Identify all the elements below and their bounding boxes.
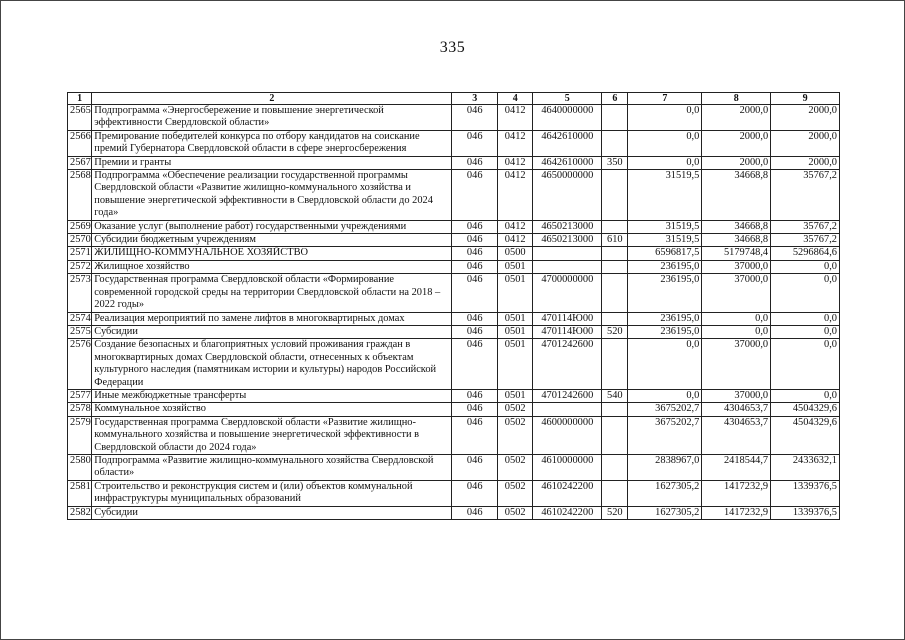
- amount-year2-cell: 34668,8: [702, 220, 771, 233]
- amount-year2-cell: 4304653,7: [702, 416, 771, 454]
- amount-year3-cell: 0,0: [771, 339, 840, 390]
- target-code-cell: 470114Ю00: [533, 325, 602, 338]
- table-row: [68, 389, 840, 402]
- amount-year1-cell: 0,0: [628, 339, 702, 390]
- amount-year3-cell: 0,0: [771, 260, 840, 273]
- column-header: 3: [452, 93, 498, 105]
- item-name-cell: Премии и гранты: [92, 156, 452, 169]
- expense-type-cell: 350: [602, 156, 628, 169]
- target-code-cell: 4700000000: [533, 274, 602, 312]
- ministry-code-cell: 046: [452, 403, 498, 416]
- row-number-cell: 2571: [68, 247, 92, 260]
- table-body: [68, 105, 840, 520]
- ministry-code-cell: 046: [452, 325, 498, 338]
- amount-year1-cell: 236195,0: [628, 260, 702, 273]
- row-number-cell: 2582: [68, 506, 92, 519]
- amount-year2-cell: 5179748,4: [702, 247, 771, 260]
- column-header: 8: [702, 93, 771, 105]
- expense-type-cell: [602, 312, 628, 325]
- amount-year2-cell: 0,0: [702, 325, 771, 338]
- expense-type-cell: 520: [602, 506, 628, 519]
- amount-year3-cell: 2433632,1: [771, 454, 840, 480]
- row-number-cell: 2576: [68, 339, 92, 390]
- table-row: [68, 416, 840, 454]
- expense-type-cell: [602, 274, 628, 312]
- ministry-code-cell: 046: [452, 105, 498, 131]
- amount-year3-cell: 2000,0: [771, 105, 840, 131]
- amount-year1-cell: 236195,0: [628, 312, 702, 325]
- table-row: [68, 130, 840, 156]
- target-code-cell: 4701242600: [533, 339, 602, 390]
- ministry-code-cell: 046: [452, 480, 498, 506]
- section-code-cell: 0412: [497, 156, 532, 169]
- column-header: 9: [771, 93, 840, 105]
- table-row: [68, 506, 840, 519]
- expense-type-cell: [602, 403, 628, 416]
- column-header: 4: [497, 93, 532, 105]
- amount-year3-cell: 35767,2: [771, 234, 840, 247]
- expense-type-cell: [602, 480, 628, 506]
- amount-year1-cell: 1627305,2: [628, 506, 702, 519]
- row-number-cell: 2565: [68, 105, 92, 131]
- table-row: [68, 480, 840, 506]
- amount-year1-cell: 0,0: [628, 156, 702, 169]
- table-row: [68, 247, 840, 260]
- target-code-cell: 4650213000: [533, 234, 602, 247]
- ministry-code-cell: 046: [452, 389, 498, 402]
- section-code-cell: 0501: [497, 260, 532, 273]
- amount-year3-cell: 4504329,6: [771, 403, 840, 416]
- expense-type-cell: 520: [602, 325, 628, 338]
- ministry-code-cell: 046: [452, 220, 498, 233]
- section-code-cell: 0412: [497, 170, 532, 221]
- table-row: [68, 260, 840, 273]
- target-code-cell: 4610242200: [533, 480, 602, 506]
- column-header: 1: [68, 93, 92, 105]
- amount-year2-cell: 2000,0: [702, 105, 771, 131]
- item-name-cell: ЖИЛИЩНО-КОММУНАЛЬНОЕ ХОЗЯЙСТВО: [92, 247, 452, 260]
- ministry-code-cell: 046: [452, 312, 498, 325]
- amount-year1-cell: 0,0: [628, 130, 702, 156]
- table-row: [68, 454, 840, 480]
- item-name-cell: Реализация мероприятий по замене лифтов в многоквартирных домах: [92, 312, 452, 325]
- item-name-cell: Государственная программа Свердловской области «Формирование современной городской среды на территории Свердловской области на 2018 – 2022 годы»: [92, 274, 452, 312]
- ministry-code-cell: 046: [452, 506, 498, 519]
- item-name-cell: Оказание услуг (выполнение работ) государственными учреждениями: [92, 220, 452, 233]
- row-number-cell: 2577: [68, 389, 92, 402]
- expense-type-cell: 610: [602, 234, 628, 247]
- row-number-cell: 2570: [68, 234, 92, 247]
- item-name-cell: Субсидии бюджетным учреждениям: [92, 234, 452, 247]
- item-name-cell: Иные межбюджетные трансферты: [92, 389, 452, 402]
- expense-type-cell: [602, 105, 628, 131]
- amount-year1-cell: 2838967,0: [628, 454, 702, 480]
- table-row: [68, 105, 840, 131]
- section-code-cell: 0501: [497, 312, 532, 325]
- target-code-cell: 4650213000: [533, 220, 602, 233]
- expense-type-cell: [602, 170, 628, 221]
- ministry-code-cell: 046: [452, 170, 498, 221]
- amount-year3-cell: 1339376,5: [771, 506, 840, 519]
- amount-year3-cell: 2000,0: [771, 130, 840, 156]
- column-header: 7: [628, 93, 702, 105]
- section-code-cell: 0502: [497, 403, 532, 416]
- target-code-cell: 4642610000: [533, 156, 602, 169]
- target-code-cell: [533, 260, 602, 273]
- section-code-cell: 0502: [497, 506, 532, 519]
- section-code-cell: 0412: [497, 220, 532, 233]
- table-row: [68, 325, 840, 338]
- table-header-row: [68, 93, 840, 105]
- section-code-cell: 0412: [497, 234, 532, 247]
- row-number-cell: 2573: [68, 274, 92, 312]
- section-code-cell: 0501: [497, 274, 532, 312]
- amount-year3-cell: 0,0: [771, 312, 840, 325]
- ministry-code-cell: 046: [452, 260, 498, 273]
- ministry-code-cell: 046: [452, 156, 498, 169]
- target-code-cell: [533, 247, 602, 260]
- amount-year3-cell: 4504329,6: [771, 416, 840, 454]
- amount-year3-cell: 0,0: [771, 325, 840, 338]
- amount-year2-cell: 34668,8: [702, 234, 771, 247]
- row-number-cell: 2569: [68, 220, 92, 233]
- amount-year3-cell: 0,0: [771, 389, 840, 402]
- table-row: [68, 234, 840, 247]
- target-code-cell: 4640000000: [533, 105, 602, 131]
- amount-year2-cell: 37000,0: [702, 274, 771, 312]
- item-name-cell: Коммунальное хозяйство: [92, 403, 452, 416]
- table-row: [68, 220, 840, 233]
- amount-year2-cell: 1417232,9: [702, 480, 771, 506]
- item-name-cell: Подпрограмма «Развитие жилищно-коммунального хозяйства Свердловской области»: [92, 454, 452, 480]
- ministry-code-cell: 046: [452, 130, 498, 156]
- expense-type-cell: [602, 339, 628, 390]
- table-row: [68, 170, 840, 221]
- target-code-cell: [533, 403, 602, 416]
- target-code-cell: 4701242600: [533, 389, 602, 402]
- column-header: 6: [602, 93, 628, 105]
- amount-year1-cell: 3675202,7: [628, 403, 702, 416]
- expense-type-cell: [602, 247, 628, 260]
- item-name-cell: Подпрограмма «Энергосбережение и повышение энергетической эффективности Свердловской области»: [92, 105, 452, 131]
- section-code-cell: 0501: [497, 325, 532, 338]
- expense-type-cell: [602, 260, 628, 273]
- amount-year2-cell: 4304653,7: [702, 403, 771, 416]
- ministry-code-cell: 046: [452, 416, 498, 454]
- amount-year2-cell: 2000,0: [702, 156, 771, 169]
- section-code-cell: 0502: [497, 480, 532, 506]
- row-number-cell: 2580: [68, 454, 92, 480]
- row-number-cell: 2566: [68, 130, 92, 156]
- ministry-code-cell: 046: [452, 234, 498, 247]
- target-code-cell: 4650000000: [533, 170, 602, 221]
- row-number-cell: 2575: [68, 325, 92, 338]
- expense-type-cell: 540: [602, 389, 628, 402]
- expense-type-cell: [602, 130, 628, 156]
- column-header: 5: [533, 93, 602, 105]
- target-code-cell: 4610000000: [533, 454, 602, 480]
- ministry-code-cell: 046: [452, 247, 498, 260]
- section-code-cell: 0412: [497, 130, 532, 156]
- ministry-code-cell: 046: [452, 274, 498, 312]
- table-row: [68, 339, 840, 390]
- table-row: [68, 274, 840, 312]
- row-number-cell: 2572: [68, 260, 92, 273]
- row-number-cell: 2568: [68, 170, 92, 221]
- amount-year3-cell: 35767,2: [771, 170, 840, 221]
- item-name-cell: Подпрограмма «Обеспечение реализации государственной программы Свердловской области «Развитие жилищно-коммунального хозяйства и повышение энергетической эффективности в Свердловской области до 2024 года»: [92, 170, 452, 221]
- amount-year2-cell: 34668,8: [702, 170, 771, 221]
- amount-year1-cell: 1627305,2: [628, 480, 702, 506]
- amount-year2-cell: 37000,0: [702, 260, 771, 273]
- amount-year1-cell: 3675202,7: [628, 416, 702, 454]
- amount-year3-cell: 35767,2: [771, 220, 840, 233]
- ministry-code-cell: 046: [452, 454, 498, 480]
- row-number-cell: 2581: [68, 480, 92, 506]
- column-header: 2: [92, 93, 452, 105]
- expense-type-cell: [602, 416, 628, 454]
- amount-year1-cell: 0,0: [628, 105, 702, 131]
- amount-year3-cell: 1339376,5: [771, 480, 840, 506]
- item-name-cell: Субсидии: [92, 506, 452, 519]
- amount-year3-cell: 0,0: [771, 274, 840, 312]
- amount-year3-cell: 2000,0: [771, 156, 840, 169]
- page-number: 335: [439, 39, 466, 56]
- section-code-cell: 0412: [497, 105, 532, 131]
- amount-year1-cell: 236195,0: [628, 274, 702, 312]
- section-code-cell: 0501: [497, 389, 532, 402]
- table-row: [68, 403, 840, 416]
- table-row: [68, 312, 840, 325]
- amount-year1-cell: 31519,5: [628, 234, 702, 247]
- amount-year1-cell: 31519,5: [628, 170, 702, 221]
- section-code-cell: 0502: [497, 416, 532, 454]
- target-code-cell: 4642610000: [533, 130, 602, 156]
- amount-year3-cell: 5296864,6: [771, 247, 840, 260]
- item-name-cell: Премирование победителей конкурса по отбору кандидатов на соискание премий Губернатора Свердловской области в сфере энергосбережения: [92, 130, 452, 156]
- amount-year2-cell: 2418544,7: [702, 454, 771, 480]
- expense-type-cell: [602, 454, 628, 480]
- section-code-cell: 0500: [497, 247, 532, 260]
- item-name-cell: Создание безопасных и благоприятных условий проживания граждан в многоквартирных домах Свердловской области, отнесенных к объектам культурного наследия (памятникам истории и культуры) народов Российской Федерации: [92, 339, 452, 390]
- amount-year1-cell: 236195,0: [628, 325, 702, 338]
- section-code-cell: 0502: [497, 454, 532, 480]
- table-row: [68, 156, 840, 169]
- item-name-cell: Субсидии: [92, 325, 452, 338]
- amount-year1-cell: 31519,5: [628, 220, 702, 233]
- item-name-cell: Государственная программа Свердловской области «Развитие жилищно-коммунального хозяйства и повышение энергетической эффективности в Свердловской области до 2024 года»: [92, 416, 452, 454]
- target-code-cell: 4600000000: [533, 416, 602, 454]
- row-number-cell: 2579: [68, 416, 92, 454]
- ministry-code-cell: 046: [452, 339, 498, 390]
- row-number-cell: 2567: [68, 156, 92, 169]
- target-code-cell: 4610242200: [533, 506, 602, 519]
- amount-year2-cell: 1417232,9: [702, 506, 771, 519]
- amount-year1-cell: 0,0: [628, 389, 702, 402]
- amount-year2-cell: 37000,0: [702, 339, 771, 390]
- row-number-cell: 2578: [68, 403, 92, 416]
- budget-table: [67, 92, 840, 520]
- amount-year2-cell: 0,0: [702, 312, 771, 325]
- item-name-cell: Строительство и реконструкция систем и (или) объектов коммунальной инфраструктуры муниципальных образований: [92, 480, 452, 506]
- amount-year1-cell: 6596817,5: [628, 247, 702, 260]
- row-number-cell: 2574: [68, 312, 92, 325]
- amount-year2-cell: 37000,0: [702, 389, 771, 402]
- expense-type-cell: [602, 220, 628, 233]
- section-code-cell: 0501: [497, 339, 532, 390]
- amount-year2-cell: 2000,0: [702, 130, 771, 156]
- target-code-cell: 470114Ю00: [533, 312, 602, 325]
- item-name-cell: Жилищное хозяйство: [92, 260, 452, 273]
